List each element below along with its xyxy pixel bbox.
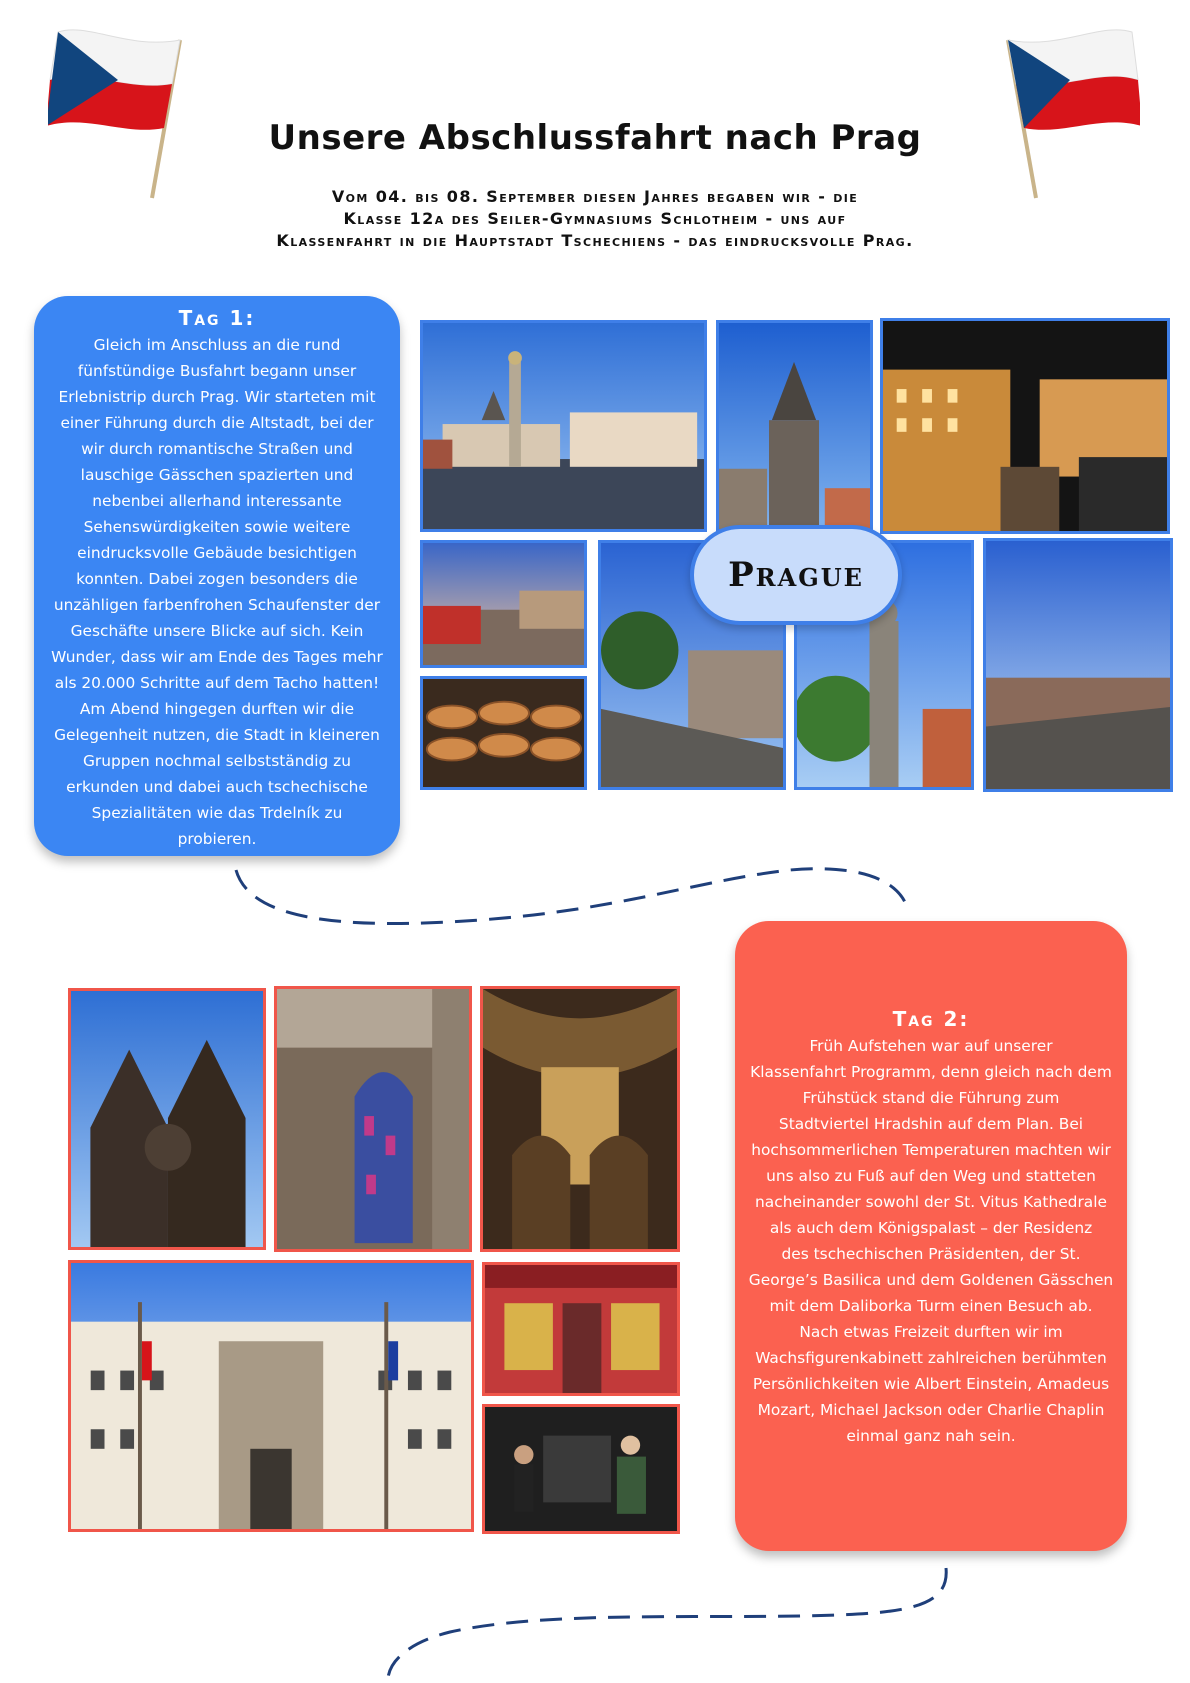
photo-royal-palace <box>68 1260 474 1532</box>
photo-tram-street <box>420 540 587 668</box>
prague-badge: Prague <box>690 525 902 625</box>
intro-text <box>170 186 1020 252</box>
photo-cathedral-nave <box>480 986 680 1252</box>
page-title: Unsere Abschlussfahrt nach Prag <box>268 118 922 158</box>
day2-heading: Tag 2: <box>892 1007 970 1031</box>
intro-line-2: Klasse 12a des Seiler-Gymnasiums Schlotheim - uns auf <box>343 209 847 228</box>
photo-st-vitus-facade <box>68 988 266 1250</box>
photo-powder-tower <box>716 320 873 532</box>
photo-rooftops <box>983 538 1173 792</box>
photo-night-street <box>880 318 1170 534</box>
photo-old-town-square <box>420 320 707 532</box>
dashed-path-connector-2 <box>380 1560 960 1683</box>
intro-line-3: Klassenfahrt in die Hauptstadt Tschechiens - das eindrucksvolle Prag. <box>276 231 914 250</box>
day1-heading: Tag 1: <box>178 306 256 330</box>
photo-stained-glass <box>274 986 472 1252</box>
czech-flag-left-icon <box>48 22 188 200</box>
intro-line-1: Vom 04. bis 08. September diesen Jahres begaben wir - die <box>331 187 859 206</box>
day1-box <box>34 296 400 856</box>
photo-wax-figures <box>482 1404 680 1534</box>
day1-text: Gleich im Anschluss an die rund fünfstündige Busfahrt begann unser Erlebnistrip durch Prag. Wir starteten mit einer Führung durch die Altstadt, bei der wir durch romantische Straßen und lauschige Gässchen spazierten und nebenbei allerhand interessante Sehenswürdigkeiten sowie weitere eindrucksvolle Gebäude besichtigen konnten. Dabei zogen besonders die unzähligen farbenfrohen Schaufenster der Geschäfte unsere Blicke auf sich. Kein Wunder, dass wir am Ende des Tages mehr als 20.000 Schritte auf dem Tacho hatten! Am Abend hingegen durften wir die Gelegenheit nutzen, die Stadt in kleineren Gruppen nochmal selbstständig zu erkunden und dabei auch tschechische Spezialitäten wie das Trdelník zu probieren. <box>51 336 383 848</box>
day2-box <box>735 921 1127 1551</box>
czech-flag-right-icon <box>1000 22 1140 200</box>
photo-trdelnik <box>420 676 587 790</box>
photo-wax-museum-storefront <box>482 1262 680 1396</box>
day2-text: Früh Aufstehen war auf unserer Klassenfahrt Programm, denn gleich nach dem Frühstück stand die Führung zum Stadtviertel Hradshin auf dem Plan. Bei hochsommerlichen Temperaturen machten wir uns also zu Fuß auf den Weg und statteten nacheinander sowohl der St. Vitus Kathedrale als auch dem Königspalast – der Residenz des tschechischen Präsidenten, der St. George’s Basilica und dem Goldenen Gässchen mit dem Daliborka Turm einen Besuch ab. Nach etwas Freizeit durften wir im Wachsfigurenkabinett zahlreichen berühmten Persönlichkeiten wie Albert Einstein, Amadeus Mozart, Michael Jackson oder Charlie Chaplin einmal ganz nah sein. <box>748 1037 1114 1445</box>
